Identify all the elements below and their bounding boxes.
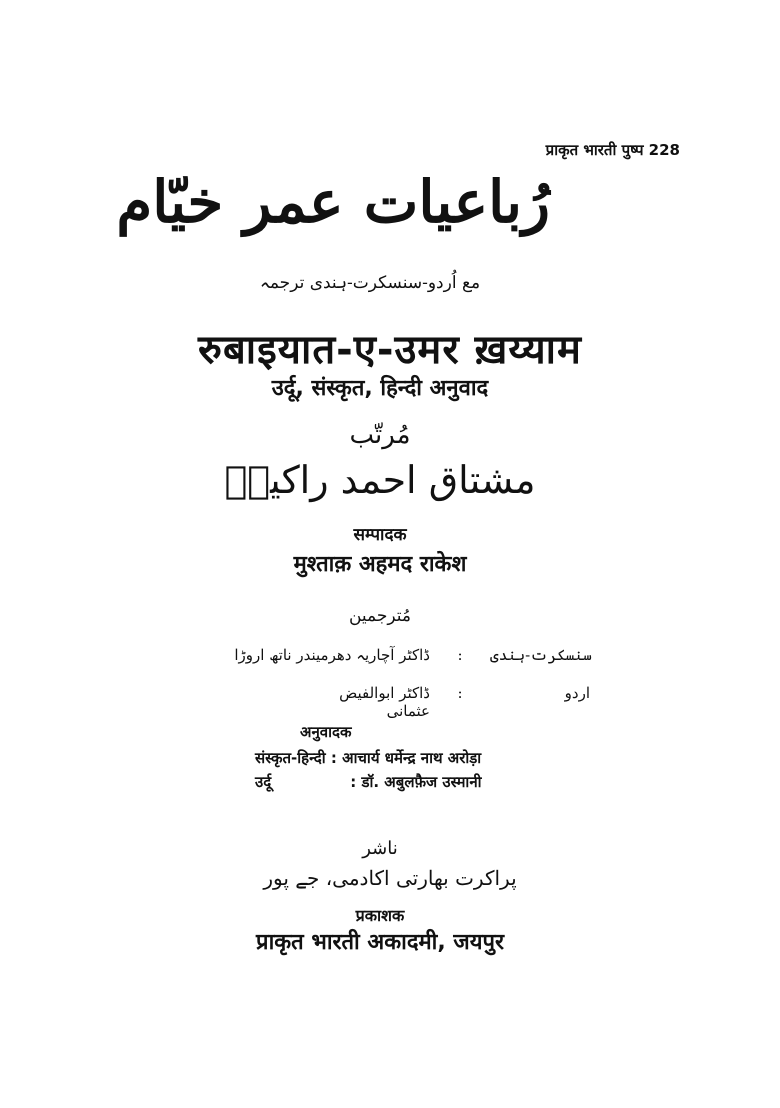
translators-label-hindi: अनुवादक [300, 723, 352, 741]
translator-separator: : [457, 684, 463, 702]
translator-language-urdu: اردو [564, 684, 590, 702]
publisher-label-urdu: ناشر [362, 838, 398, 859]
translator-separator: : [350, 773, 357, 791]
translator-row-urdu [230, 646, 600, 664]
compiler-label-urdu: مُرتّب [349, 420, 411, 450]
editor-name-hindi: मुश्ताक़ अहमद राकेश [293, 552, 467, 577]
translator-separator: : [330, 749, 337, 767]
subtitle-urdu: مع اُردو-سنسکرت-ہندی ترجمہ [259, 273, 481, 293]
series-label: प्राकृत भारती पुष्प 228 [545, 141, 680, 159]
title-urdu: رُباعیات عمر خیّام [116, 168, 550, 236]
publisher-name-hindi: प्राकृत भारती अकादमी, जयपुर [256, 930, 504, 955]
translator-name-urdu: ڈاکٹر آچاریہ دھرمیندر ناتھ اروڑا [234, 646, 430, 664]
editor-label-hindi: सम्पादक [353, 525, 407, 545]
translator-separator: : [457, 646, 463, 664]
publisher-name-urdu: پراکرت بھارتی اکادمی، جے پور [263, 866, 517, 890]
translator-language-hindi: उर्दू [255, 773, 272, 791]
translator-language-urdu: سنسکرت-ہندی [490, 646, 592, 664]
compiler-name-urdu: مشتاق احمد راکیشؔ [224, 458, 536, 502]
translators-label-urdu: مُترجمین [348, 606, 412, 626]
subtitle-hindi: उर्दू, संस्कृत, हिन्दी अनुवाद [271, 376, 489, 401]
translator-row-urdu [300, 684, 590, 720]
publisher-label-hindi: प्रकाशक [355, 906, 405, 925]
translator-language-hindi: संस्कृत-हिन्दी [255, 749, 326, 767]
translator-name-urdu: ڈاکٹر ابوالفیض عثمانی [339, 684, 430, 720]
translator-row-hindi [255, 772, 482, 792]
translator-name-hindi: आचार्य धर्मेन्द्र नाथ अरोड़ा [342, 749, 482, 767]
title-hindi: रुबाइयात-ए-उमर ख़य्याम [198, 327, 582, 373]
translator-row-hindi [255, 748, 481, 768]
translator-name-hindi: डॉ. अबुलफ़ैज उस्मानी [361, 773, 482, 791]
